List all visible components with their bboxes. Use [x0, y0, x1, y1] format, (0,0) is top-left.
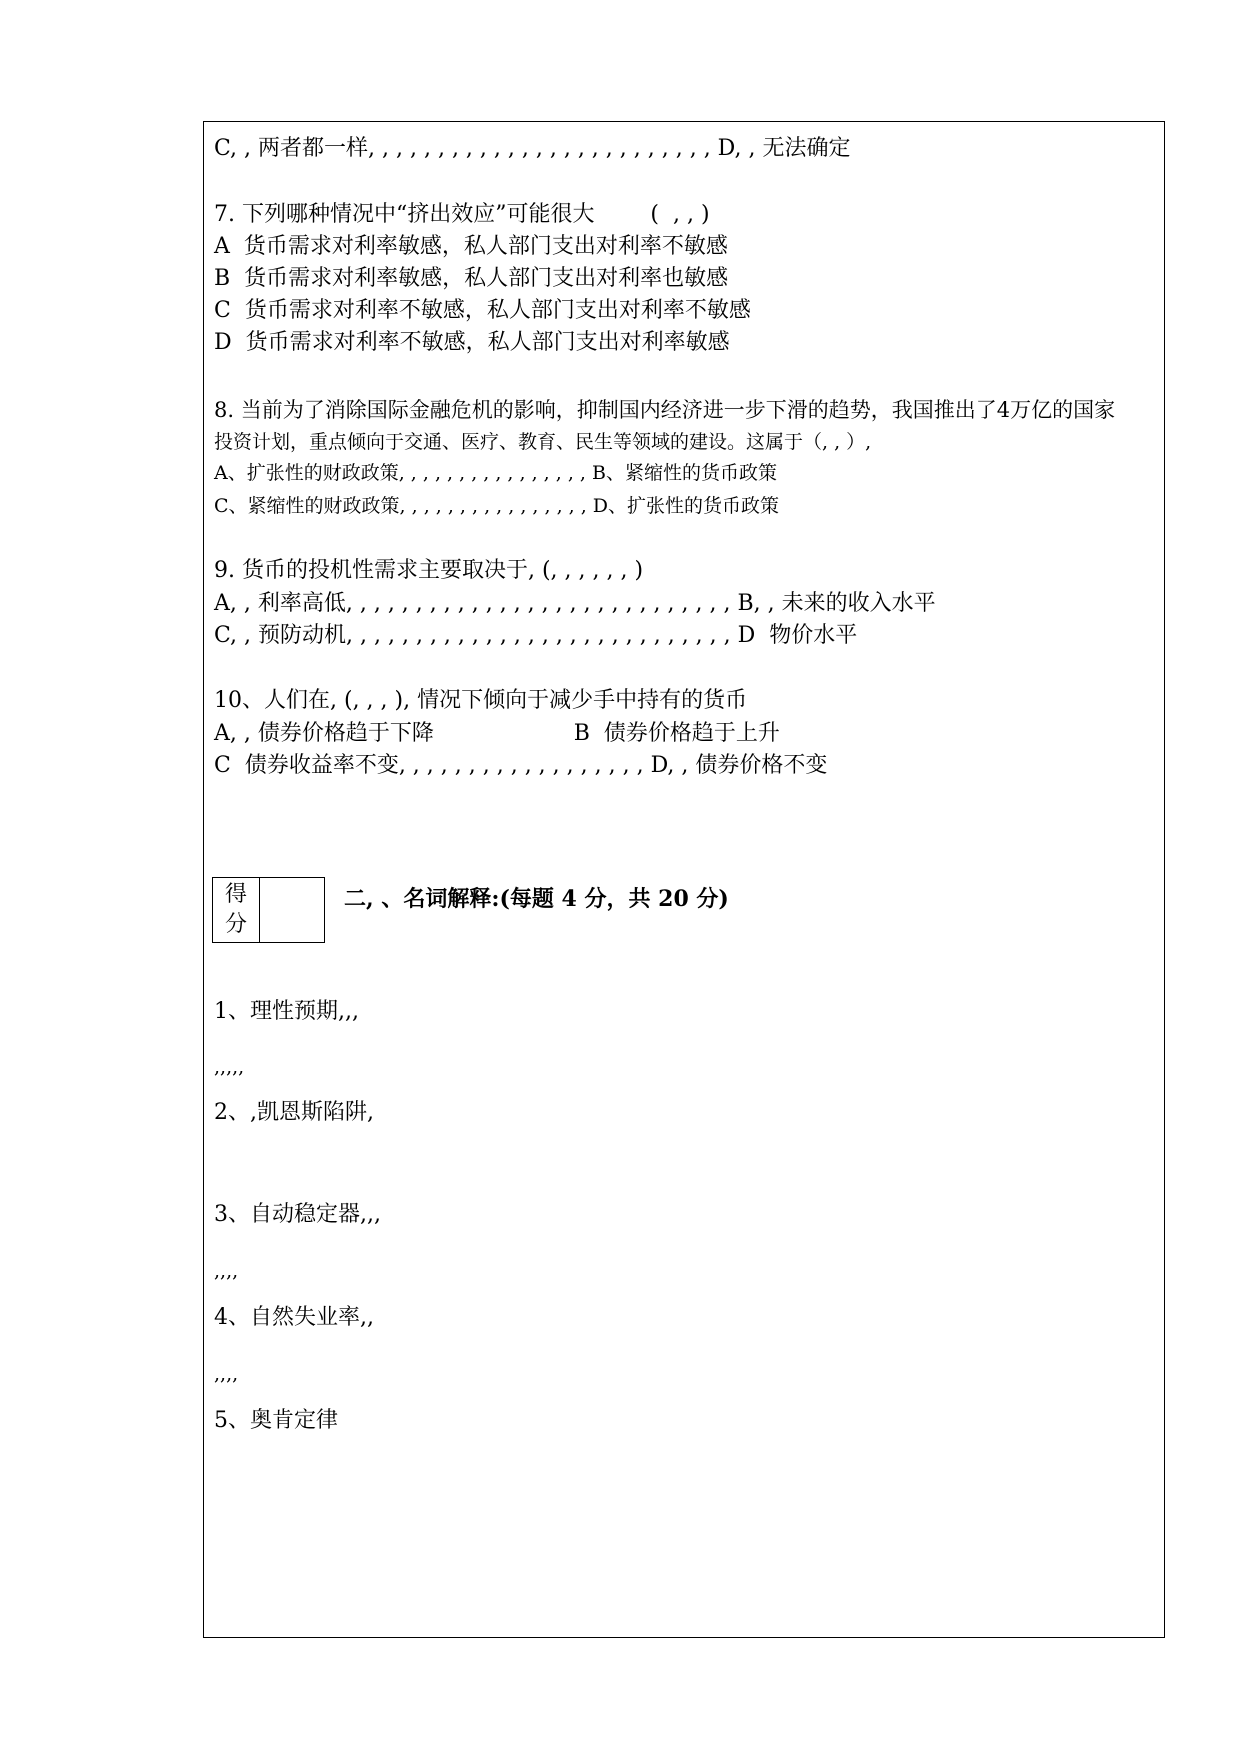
q10-options-cd: C 债券收益率不变, , , , , , , , , , , , , , , , , , D, , 债券价格不变	[214, 753, 828, 778]
q7-option-a: A 货币需求对利率敏感，私人部门支出对利率不敏感	[214, 234, 728, 259]
score-entry-cell[interactable]	[260, 878, 324, 942]
score-label-char2: 分	[224, 912, 247, 937]
term-3: 3、自动稳定器,,,	[214, 1202, 381, 1227]
term-1-filler: ,,,,,	[214, 1056, 245, 1078]
q6-options-cd: C, , 两者都一样, , , , , , , , , , , , , , , , , , , , , , , , , D, , 无法确定	[214, 136, 851, 161]
q8-stem-line1: 8. 当前为了消除国际金融危机的影响，抑制国内经济进一步下滑的趋势，我国推出了4万亿的国家	[214, 398, 1116, 422]
q7-stem: 7. 下列哪种情况中“挤出效应”可能很大 ( , , )	[214, 202, 710, 227]
q10-stem: 10、人们在, (, , , ), 情况下倾向于减少手中持有的货币	[214, 688, 748, 713]
term-4: 4、自然失业率,,	[214, 1305, 374, 1330]
term-1: 1、理性预期,,,	[214, 999, 359, 1024]
q7-option-d: D 货币需求对利率不敏感，私人部门支出对利率敏感	[214, 330, 730, 355]
q8-options-ab: A、扩张性的财政政策, , , , , , , , , , , , , , , , B、紧缩性的货币政策	[214, 462, 777, 484]
term-4-filler: ,,,,	[214, 1363, 239, 1385]
score-box	[212, 877, 325, 943]
term-2: 2、,凯恩斯陷阱,	[214, 1100, 374, 1125]
section-2-title: 二, 、名词解释:(每题 4 分，共 20 分)	[344, 886, 729, 912]
q9-options-cd: C, , 预防动机, , , , , , , , , , , , , , , , , , , , , , , , , , , , D 物价水平	[214, 623, 858, 648]
q7-option-c: C 货币需求对利率不敏感，私人部门支出对利率不敏感	[214, 298, 751, 323]
q9-stem: 9. 货币的投机性需求主要取决于, (, , , , , , )	[214, 558, 644, 583]
term-3-filler: ,,,,	[214, 1260, 239, 1282]
term-5: 5、奥肯定律	[214, 1408, 338, 1433]
score-label	[213, 878, 260, 942]
q10-options-ab: A, , 债券价格趋于下降 B 债券价格趋于上升	[214, 721, 780, 746]
q7-option-b: B 货币需求对利率敏感，私人部门支出对利率也敏感	[214, 266, 729, 291]
score-label-char1: 得	[224, 882, 247, 907]
q8-stem-line2: 投资计划，重点倾向于交通、医疗、教育、民生等领域的建设。这属于（, , ）,	[214, 431, 872, 453]
q8-options-cd: C、紧缩性的财政政策, , , , , , , , , , , , , , , , D、扩张性的货币政策	[214, 495, 780, 517]
q9-options-ab: A, , 利率高低, , , , , , , , , , , , , , , , , , , , , , , , , , , , B, , 未来的收入水平	[214, 591, 936, 616]
